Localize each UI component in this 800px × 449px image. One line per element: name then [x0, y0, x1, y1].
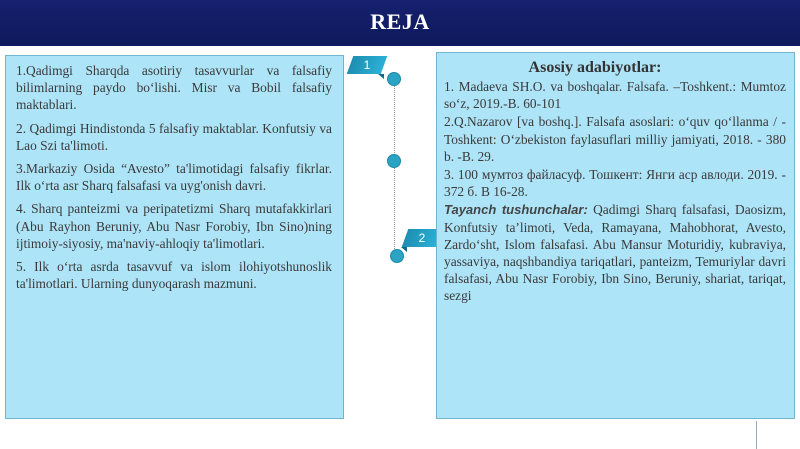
- plan-item-5: 5. Ilk o‘rta asrda tasavvuf va islom ilohiyotshunoslik ta'limotlari. Ularning dunyoqarash mazmuni.: [16, 259, 332, 292]
- literature-title: Asosiy adabiyotlar:: [528, 59, 662, 76]
- timeline-dot-1: [387, 72, 401, 86]
- literature-panel: [436, 52, 795, 419]
- timeline-line: [394, 79, 395, 259]
- tag-fold-1: [378, 74, 384, 79]
- key-terms-text: Qadimgi Sharq falsafasi, Daosizm, Konfutsiy ta’limoti, Veda, Ramayana, Mahobhorat, Avesto, Zardo‘sht, Islom falsafasi. Abu Mansur Moturidiy, kubraviya, yassaviya, naqshbandiya tariqatlari, panteizm, Temuriylar davri falsafasi, Abu Nasr Forobiy, Ibn Sino, Beruniy, shariat, tariqat, sezgi: [444, 202, 786, 304]
- literature-item-1: 1. Madaeva SH.O. va boshqalar. Falsafa. –Toshkent.: Mumtoz so‘z, 2019.-B. 60-101: [444, 79, 786, 112]
- timeline-tag-2: 2: [405, 229, 439, 247]
- timeline-dot-3: [390, 249, 404, 263]
- plan-item-3: 3.Markaziy Osida “Avesto” ta'limotidagi falsafiy fikrlar. Ilk o‘rta asr Sharq falsafasi va uyg'onish davri.: [16, 161, 332, 194]
- literature-item-2: 2.Q.Nazarov [va boshq.]. Falsafa asoslari: o‘quv qo‘llanma / - Toshkent: O‘zbekiston faylasuflari milliy jamiyati, 2018. - 380 b. -B. 29.: [444, 114, 786, 164]
- key-terms-label: Tayanch tushunchalar:: [444, 202, 588, 218]
- plan-item-2: 2. Qadimgi Hindistonda 5 falsafiy maktablar. Konfutsiy va Lao Szi ta'limoti.: [16, 120, 332, 153]
- plan-item-4: 4. Sharq panteizmi va peripatetizmi Sharq mutafakkirlari (Abu Rayhon Beruniy, Abu Nasr Forobiy, Ibn Sino)ning ijtimoiy-siyosiy, ma'naviy-ahloqiy ta'limotlari.: [16, 201, 332, 251]
- plan-item-1: 1.Qadimgi Sharqda asotiriy tasavvurlar va falsafiy bilimlarning paydo bo‘lishi. Misr va Bobil falsafiy maktablari.: [16, 63, 332, 113]
- divider-line: [756, 421, 757, 449]
- timeline-tag-1: 1: [350, 56, 384, 74]
- literature-item-3: 3. 100 мумтоз файласуф. Тошкент: Янги аср авлоди. 2019. - 372 б. В 16-28.: [444, 167, 786, 200]
- key-terms: [444, 201, 786, 304]
- slide-title: REJA: [0, 0, 800, 46]
- plan-panel: [5, 55, 344, 419]
- timeline-dot-2: [387, 154, 401, 168]
